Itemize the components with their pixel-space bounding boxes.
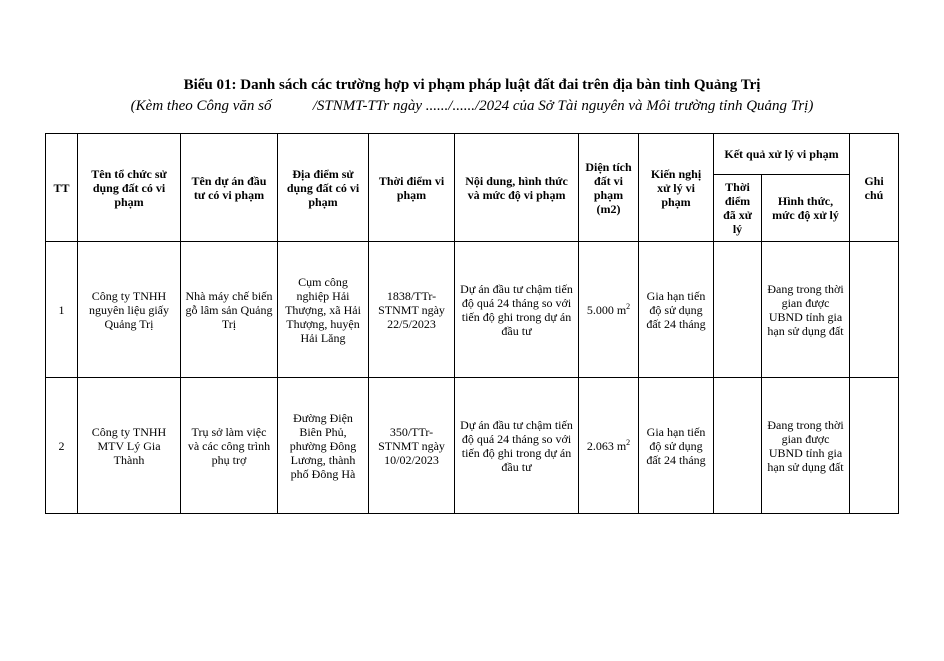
area-value: 2.063 m [586,438,627,453]
violations-table [45,133,899,514]
cell-recommendation: Gia hạn tiến độ sử dụng đất 24 tháng [639,378,714,514]
cell-time: 350/TTr-STNMT ngày 10/02/2023 [369,378,455,514]
cell-project: Trụ sở làm việc và các công trình phụ trợ [181,378,278,514]
header-tt: TT [46,134,78,242]
cell-note [850,242,899,378]
header-location: Địa điểm sử dụng đất có vi phạm [278,134,369,242]
cell-tt: 2 [46,378,78,514]
cell-recommendation: Gia hạn tiến độ sử dụng đất 24 tháng [639,242,714,378]
area-unit-superscript: 2 [626,437,631,447]
header-result-group: Kết quả xử lý vi phạm [714,134,850,175]
area-unit-superscript: 2 [626,301,631,311]
document-title: Biểu 01: Danh sách các trường hợp vi phạm pháp luật đất đai trên địa bàn tỉnh Quảng Trị [183,77,761,93]
header-area: Diện tích đất vi phạm (m2) [579,134,639,242]
header-row-top [46,134,899,175]
header-project: Tên dự án đầu tư có vi phạm [181,134,278,242]
header-result-time: Thời điểm đã xử lý [714,175,762,242]
header-organization: Tên tổ chức sử dụng đất có vi phạm [78,134,181,242]
header-content: Nội dung, hình thức và mức độ vi phạm [455,134,579,242]
cell-result-form: Đang trong thời gian được UBND tỉnh gia hạn sử dụng đất [762,378,850,514]
cell-area [579,242,639,378]
cell-location: Cụm công nghiệp Hải Thượng, xã Hải Thượng, huyện Hải Lăng [278,242,369,378]
cell-tt: 1 [46,242,78,378]
header-note: Ghi chú [850,134,899,242]
cell-content: Dự án đầu tư chậm tiến độ quá 24 tháng so với tiến độ ghi trong dự án đầu tư [455,242,579,378]
header-result-form: Hình thức, mức độ xử lý [762,175,850,242]
cell-result-form: Đang trong thời gian được UBND tỉnh gia hạn sử dụng đất [762,242,850,378]
header-time: Thời điểm vi phạm [369,134,455,242]
cell-project: Nhà máy chế biến gỗ lâm sản Quảng Trị [181,242,278,378]
document-subtitle: (Kèm theo Công văn số /STNMT-TTr ngày ....../....../2024 của Sở Tài nguyên và Môi trường tỉnh Quảng Trị) [130,98,814,114]
table-row [46,378,899,514]
area-value: 5.000 m [586,302,627,317]
cell-result-time [714,378,762,514]
cell-content: Dự án đầu tư chậm tiến độ quá 24 tháng so với tiến độ ghi trong dự án đầu tư [455,378,579,514]
cell-area [579,378,639,514]
cell-organization: Công ty TNHH MTV Lý Gia Thành [78,378,181,514]
cell-time: 1838/TTr-STNMT ngày 22/5/2023 [369,242,455,378]
cell-organization: Công ty TNHH nguyên liệu giấy Quảng Trị [78,242,181,378]
cell-location: Đường Điện Biên Phủ, phường Đông Lương, thành phố Đông Hà [278,378,369,514]
table-row [46,242,899,378]
header-recommendation: Kiến nghị xử lý vi phạm [639,134,714,242]
cell-note [850,378,899,514]
cell-result-time [714,242,762,378]
